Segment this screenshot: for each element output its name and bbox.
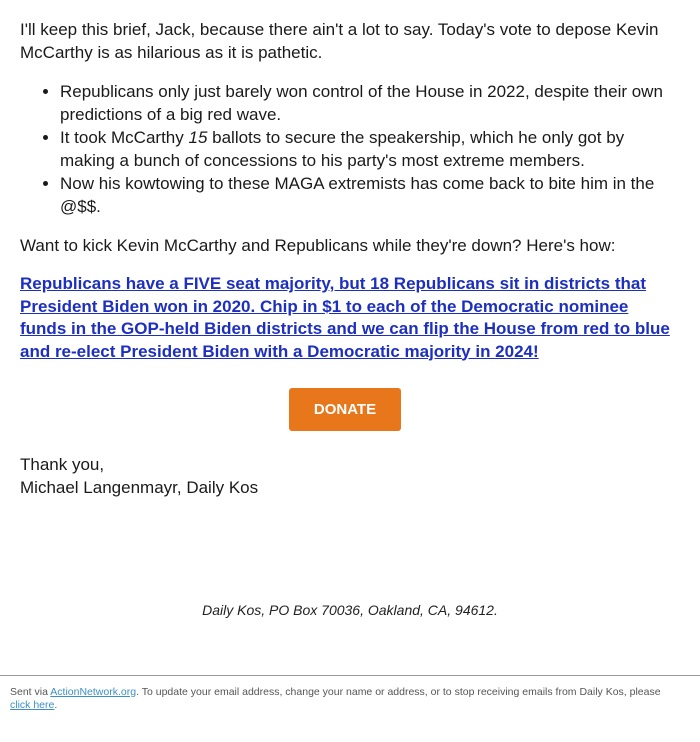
footer-divider [0, 675, 700, 676]
intro-paragraph: I'll keep this brief, Jack, because there ain't a lot to say. Today's vote to depose Kevin McCarthy is as hilarious as it is pathetic. [20, 20, 659, 62]
signoff-signature: Michael Langenmayr, Daily Kos [20, 478, 259, 497]
actionnetwork-link[interactable]: ActionNetwork.org [50, 686, 137, 698]
list-item: • Republicans only just barely won control of the House in 2022, despite their own predictions of a big red wave. [60, 80, 670, 126]
donate-button-container [20, 388, 670, 431]
donate-button[interactable]: DONATE [289, 388, 401, 431]
cta-donation-link[interactable]: Republicans have a FIVE seat majority, but 18 Republicans sit in districts that President Biden won in 2020. Chip in $1 to each of the Democratic nominee funds in the GOP-held Biden districts and we can flip the House from red to blue and re-elect President Biden with a Democratic majority in 2024! [20, 274, 670, 361]
bullet-text: ballots to secure the speakership, which he only got by making a bunch of concessions to his party's most extreme members. [60, 128, 625, 170]
ballot-count-emphasis: 15 [188, 128, 208, 147]
bullet-text: It took McCarthy [60, 128, 189, 147]
note-end: . [54, 699, 58, 711]
unsubscribe-note [10, 686, 680, 712]
bullet-list [20, 80, 670, 218]
email-body [20, 18, 670, 499]
signoff-thanks: Thank you, [20, 455, 105, 474]
click-here-link[interactable]: click here [10, 699, 55, 711]
note-text: . To update your email address, change your name or address, or to stop receiving emails from Daily Kos, please [136, 686, 661, 698]
want-paragraph: Want to kick Kevin McCarthy and Republicans while they're down? Here's how: [20, 236, 616, 255]
list-item [60, 126, 670, 172]
footer-address: Daily Kos, PO Box 70036, Oakland, CA, 94612. [202, 602, 498, 618]
signoff [20, 453, 670, 499]
sent-via-text: Sent via [10, 686, 51, 698]
list-item: • Now his kowtowing to these MAGA extremists has come back to bite him in the @$$. [60, 172, 670, 218]
